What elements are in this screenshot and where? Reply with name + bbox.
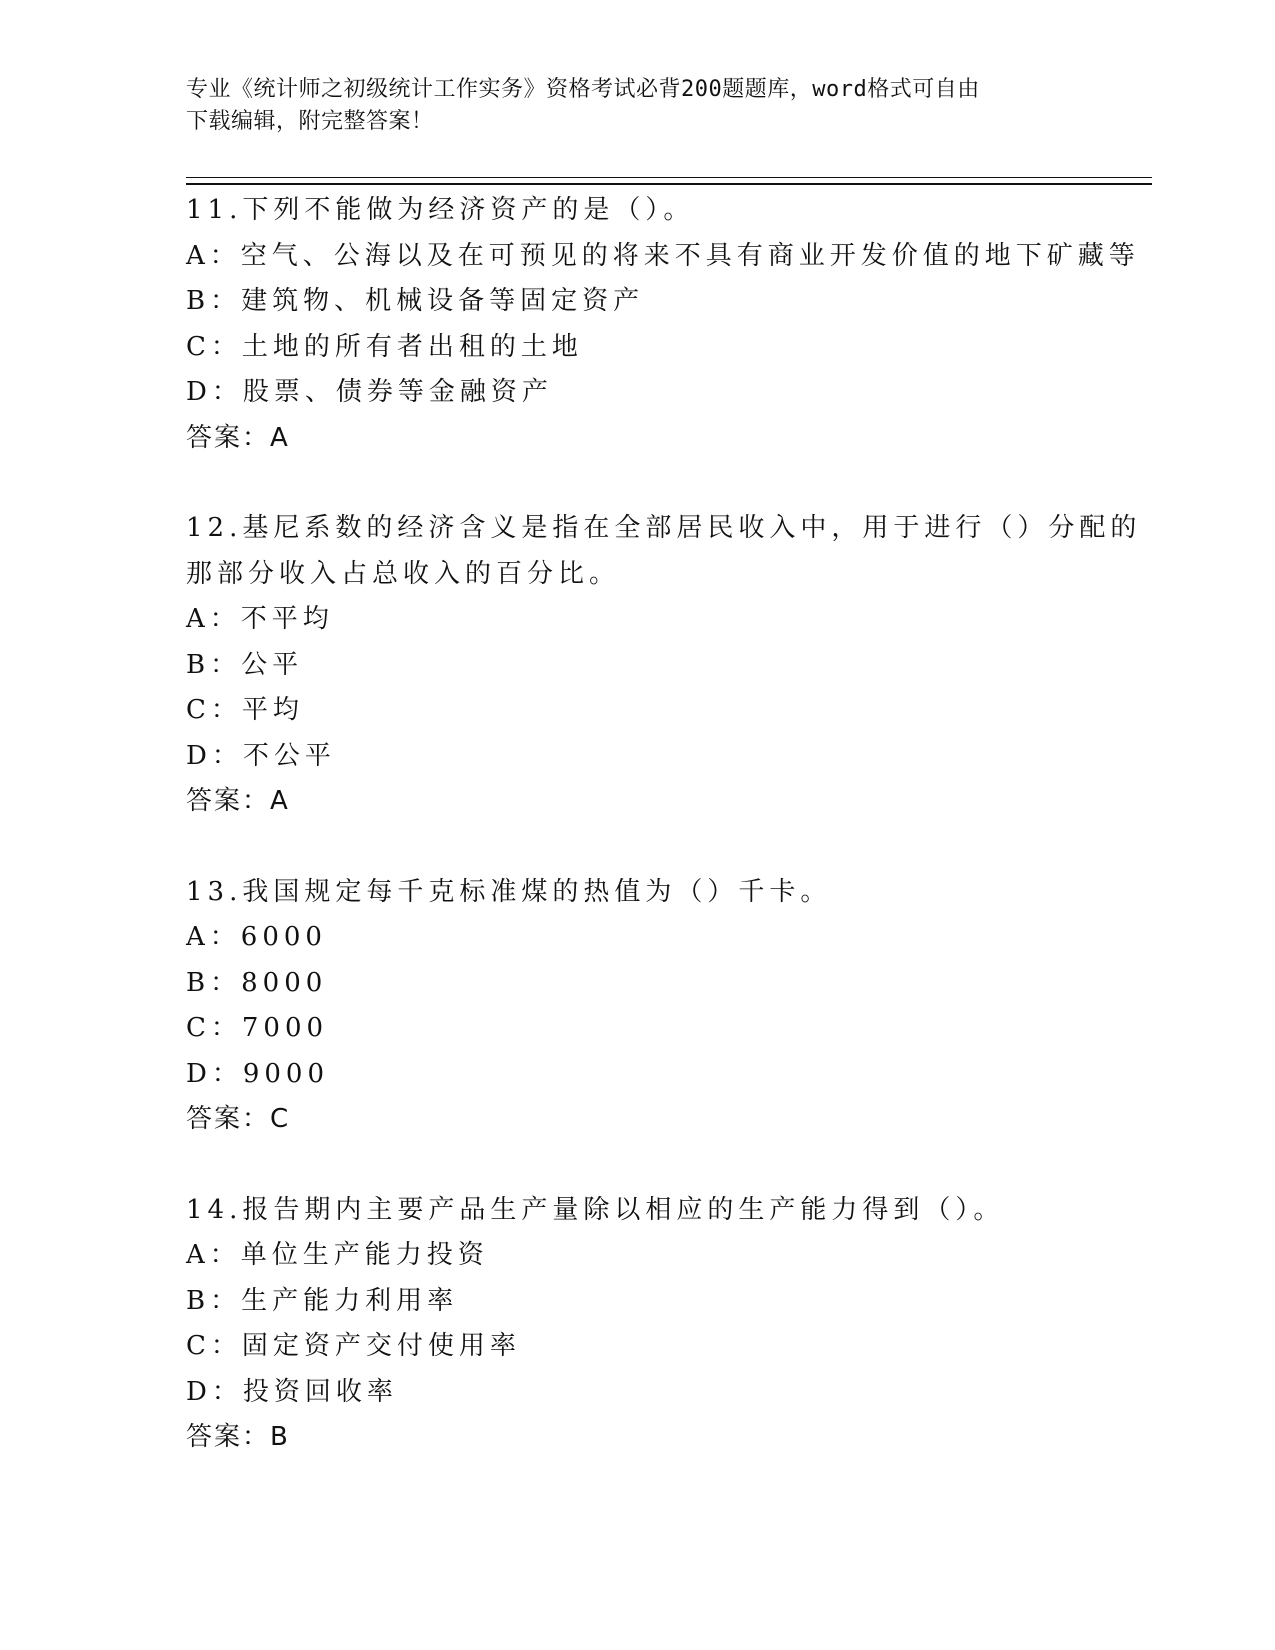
- question-13: [186, 870, 1086, 1143]
- question-12: [186, 506, 1142, 825]
- option-b: B：8000: [186, 967, 328, 998]
- option-b: B：公平: [186, 649, 304, 680]
- answer-line: 答案：C: [186, 1104, 291, 1134]
- answer-line: 答案：A: [186, 786, 290, 816]
- option-c: C：平均: [186, 695, 304, 725]
- answer-line: 答案：B: [186, 1422, 290, 1452]
- question-list: [186, 188, 1142, 1461]
- question-stem: 11.下列不能做为经济资产的是（）。: [186, 195, 695, 225]
- option-c: C：固定资产交付使用率: [186, 1331, 521, 1361]
- spacer: [186, 825, 1086, 870]
- header-line-2: 下载编辑，附完整答案！: [186, 109, 434, 134]
- option-c: C：7000: [186, 1013, 329, 1043]
- option-a: A：单位生产能力投资: [186, 1240, 489, 1270]
- option-a: A：不平均: [186, 604, 334, 634]
- spacer: [186, 461, 1086, 506]
- question-stem-continued: 那部分收入占总收入的百分比。: [186, 558, 621, 589]
- header-divider: [186, 177, 1152, 185]
- option-b: B：建筑物、机械设备等固定资产: [186, 286, 645, 316]
- question-stem: 12.基尼系数的经济含义是指在全部居民收入中，用于进行（）分配的: [186, 513, 1142, 543]
- question-14: [186, 1188, 1086, 1461]
- option-d: D：投资回收率: [186, 1376, 398, 1407]
- document-header: [186, 74, 1086, 138]
- option-a: A：6000: [186, 922, 327, 952]
- question-stem: 14.报告期内主要产品生产量除以相应的生产能力得到（）。: [186, 1194, 1005, 1225]
- answer-line: 答案：A: [186, 422, 290, 453]
- option-d: D：9000: [186, 1058, 330, 1089]
- option-d: D：不公平: [186, 740, 336, 771]
- option-c: C：土地的所有者出租的土地: [186, 331, 583, 362]
- question-11: [186, 188, 1140, 461]
- option-a: A：空气、公海以及在可预见的将来不具有商业开发价值的地下矿藏等: [186, 240, 1140, 271]
- question-stem: 13.我国规定每千克标准煤的热值为（）千卡。: [186, 876, 832, 907]
- option-b: B：生产能力利用率: [186, 1285, 459, 1316]
- header-line-1: 专业《统计师之初级统计工作实务》资格考试必背200题题库，word格式可自由: [186, 77, 980, 102]
- option-d: D：股票、债券等金融资产: [186, 377, 553, 407]
- spacer: [186, 1143, 1086, 1188]
